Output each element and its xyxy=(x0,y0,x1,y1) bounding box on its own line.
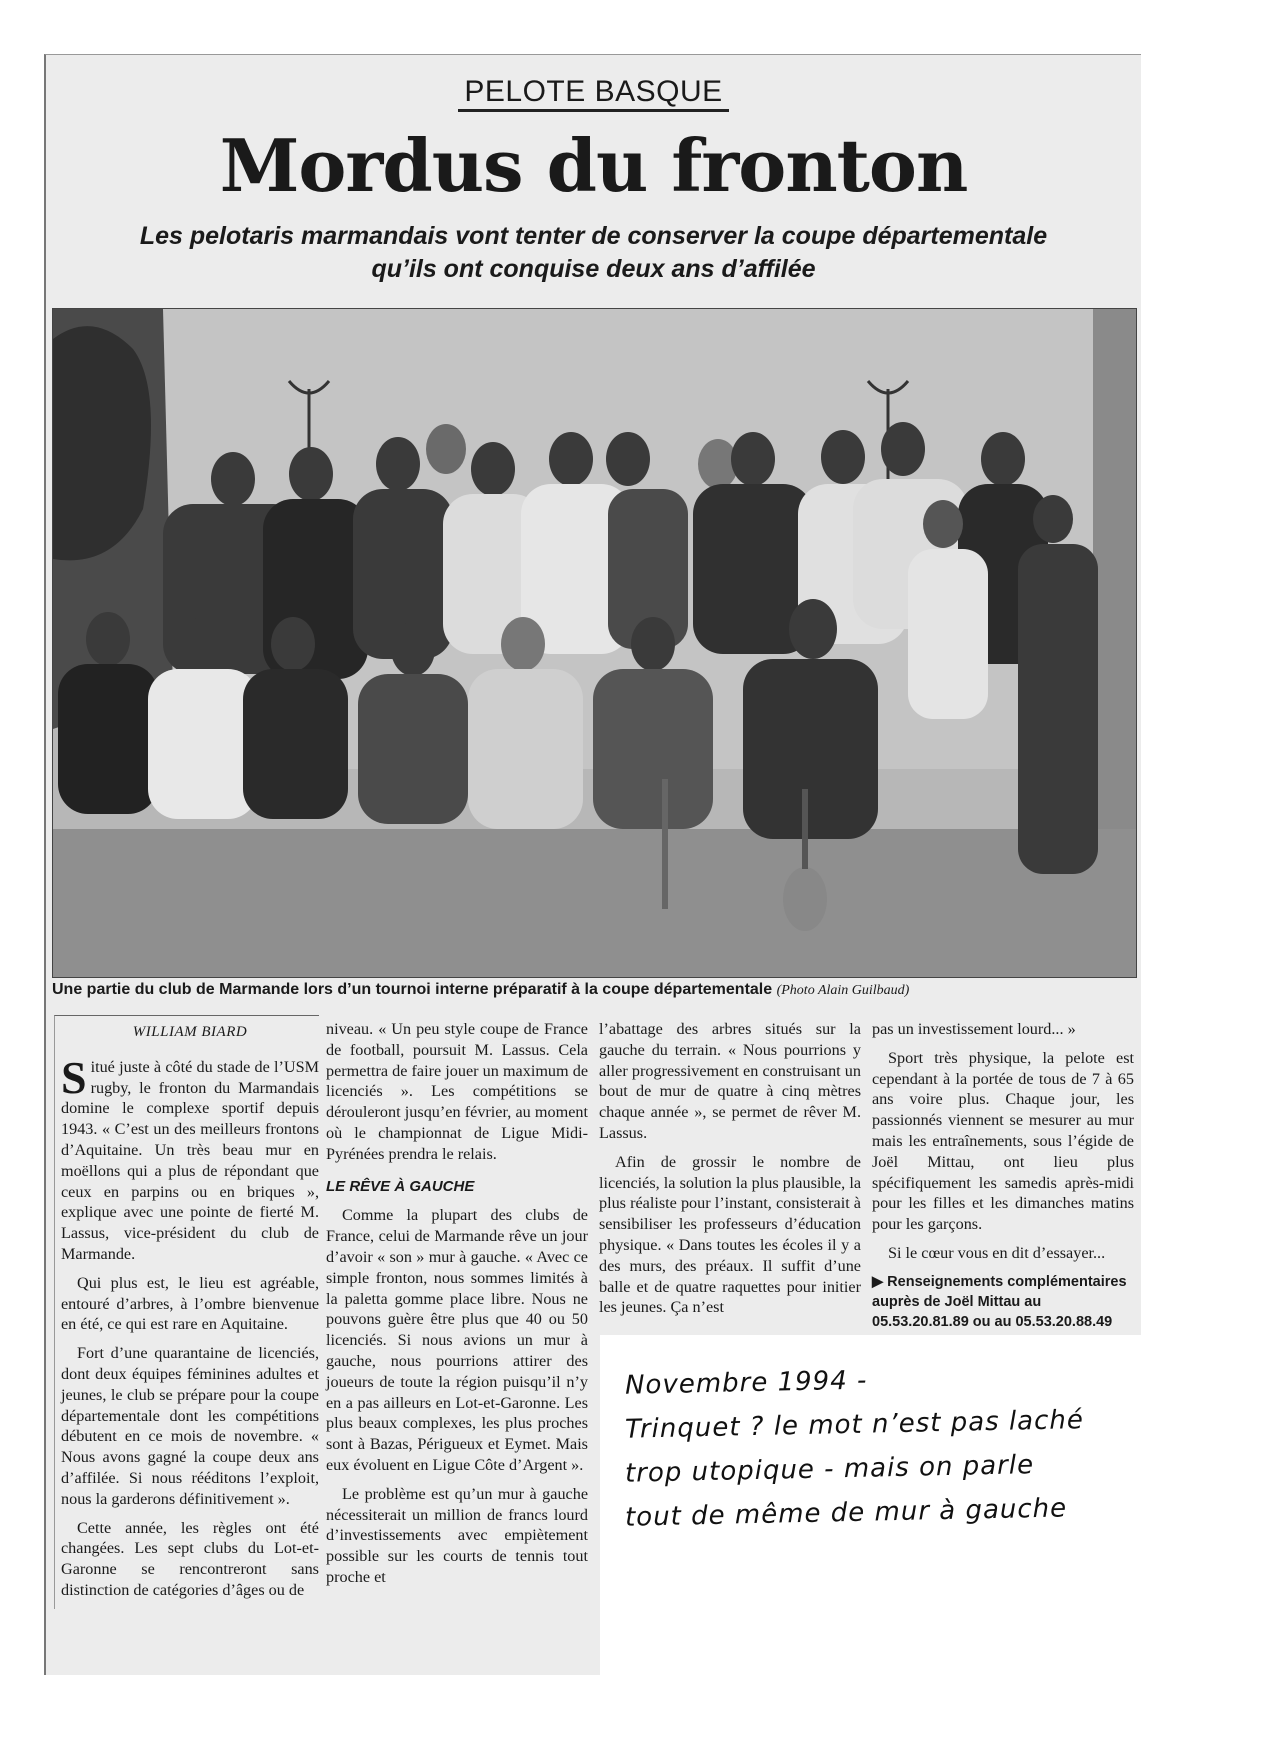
photo-credit: (Photo Alain Guilbaud) xyxy=(776,983,910,998)
paragraph-6: Comme la plupart des clubs de France, celui de Marmande rêve un jour d’avoir « son » mur à gauche. « Avec ce simple fronton, nous sommes limités à la paletta gomme place libre. Nous ne pouvons guère être plus que 40 ou 50 licenciés. Si nous avions un mur à gauche, nous pourrions attirer des joueurs de toute la région puisqu’il n’y en a pas ailleurs en Lot-et-Garonne. Les plus beaux complexes, les plus proches sont à Bazas, Périgueux et Eymet. Mais eux évoluent en Ligue Côte d’Argent ». xyxy=(326,1206,588,1474)
subhead: LE RÊVE À GAUCHE xyxy=(326,1177,475,1195)
handwritten-note xyxy=(625,1357,1265,1533)
paragraph-7: Le problème est qu’un mur à gauche nécessiterait un million de francs lourd d’investissements avec empiètement possible sur les courts de tennis tout proche et xyxy=(326,1484,588,1586)
note-line-4: tout de même de mur à gauche xyxy=(624,1493,1068,1533)
deck-line-1: Les pelotaris marmandais vont tenter de conserver la coupe départementale xyxy=(139,222,1048,250)
column-4 xyxy=(872,1019,1134,1352)
byline: WILLIAM BIARD xyxy=(132,1024,248,1040)
paragraph-10: pas un investissement lourd... » xyxy=(872,1020,1076,1038)
headline: Mordus du fronton xyxy=(219,123,968,208)
deck xyxy=(66,220,1121,286)
deck-line-2: qu’ils ont conquise deux ans d’affilée xyxy=(371,255,816,283)
note-line-1: Novembre 1994 - xyxy=(624,1365,868,1401)
paragraph-8: l’abattage des arbres situés sur la gauche du terrain. « Nous pourrions y aller progressivement en construisant un bout de mur de quatre à cinq mètres chaque année », se permet de rêver M. Lassus. xyxy=(599,1020,861,1142)
note-line-3: trop utopique - mais on parle xyxy=(624,1450,1035,1489)
paragraph-5: niveau. « Un peu style coupe de France de football, poursuit M. Lassus. Cela permettra de faire jouer un maximum de licenciés ». Les compétitions se dérouleront jusqu’en février, au moment où le championnat de Ligue Midi-Pyrénées prendra le relais. xyxy=(326,1020,588,1163)
info-box: ▶ Renseignements complémentaires auprès de Joël Mittau au 05.53.20.81.89 ou au 05.53.20.88.49 xyxy=(872,1273,1127,1330)
paragraph-11: Sport très physique, la pelote est cependant à la portée de tous de 7 à 65 ans voire plus. Chaque jour, les passionnés viennent se mesurer au mur mais les entraînements, sous l’égide de Joël Mittau, ont lieu plus spécifiquement les samedis après-midi pour les filles et les dimanches matins pour les garçons. xyxy=(872,1048,1134,1234)
photo-caption: Une partie du club de Marmande lors d’un tournoi interne préparatif à la coupe départementale (Photo Alain Guilbaud) xyxy=(52,981,910,998)
column-1 xyxy=(54,1015,319,1609)
paragraph-9: Afin de grossir le nombre de licenciés, la solution la plus plausible, la plus réaliste pour l’instant, consisterait à sensibiliser les professeurs d’éducation physique. « Dans toutes les écoles il y a des murs, des préaux. Il suffit d’une balle et de quatre raquettes pour initier les jeunes. Ça n’est xyxy=(599,1152,861,1317)
section-kicker: PELOTE BASQUE xyxy=(46,75,1141,109)
paragraph-4: Cette année, les règles ont été changées. Les sept clubs du Lot-et-Garonne se rencontreront sans distinction de catégories d’âges ou de xyxy=(61,1518,319,1599)
paragraph-1: Situé juste à côté du stade de l’USM rugby, le fronton du Marmandais domine le complexe sportif depuis 1943. « C’est un des meilleurs frontons d’Aquitaine. Un très beau mur en moëllons qui a plus de répondant que ceux en parpins ou en briques », explique avec une pointe de fierté M. Lassus, vice-président du club de Marmande. xyxy=(61,1051,319,1263)
paragraph-3: Fort d’une quarantaine de licenciés, dont deux équipes féminines adultes et jeunes, le club se prépare pour la coupe départementale dont les compétitions débutent en ce mois de novembre. « Nous avons gagné la coupe deux ans d’affilée. Si nous rééditons l’exploit, nous la garderons définitivement ». xyxy=(61,1344,319,1508)
column-3 xyxy=(599,1019,861,1326)
paragraph-2: Qui plus est, le lieu est agréable, entouré d’arbres, à l’ombre bienvenue en été, ce qui est rare en Aquitaine. xyxy=(61,1273,319,1334)
column-2 xyxy=(326,1019,588,1596)
drop-cap: S xyxy=(61,1051,87,1103)
paragraph-12: Si le cœur vous en dit d’essayer... xyxy=(888,1243,1106,1262)
note-line-2: Trinquet ? le mot n’est pas laché xyxy=(624,1405,1085,1445)
team-photo xyxy=(52,308,1137,978)
